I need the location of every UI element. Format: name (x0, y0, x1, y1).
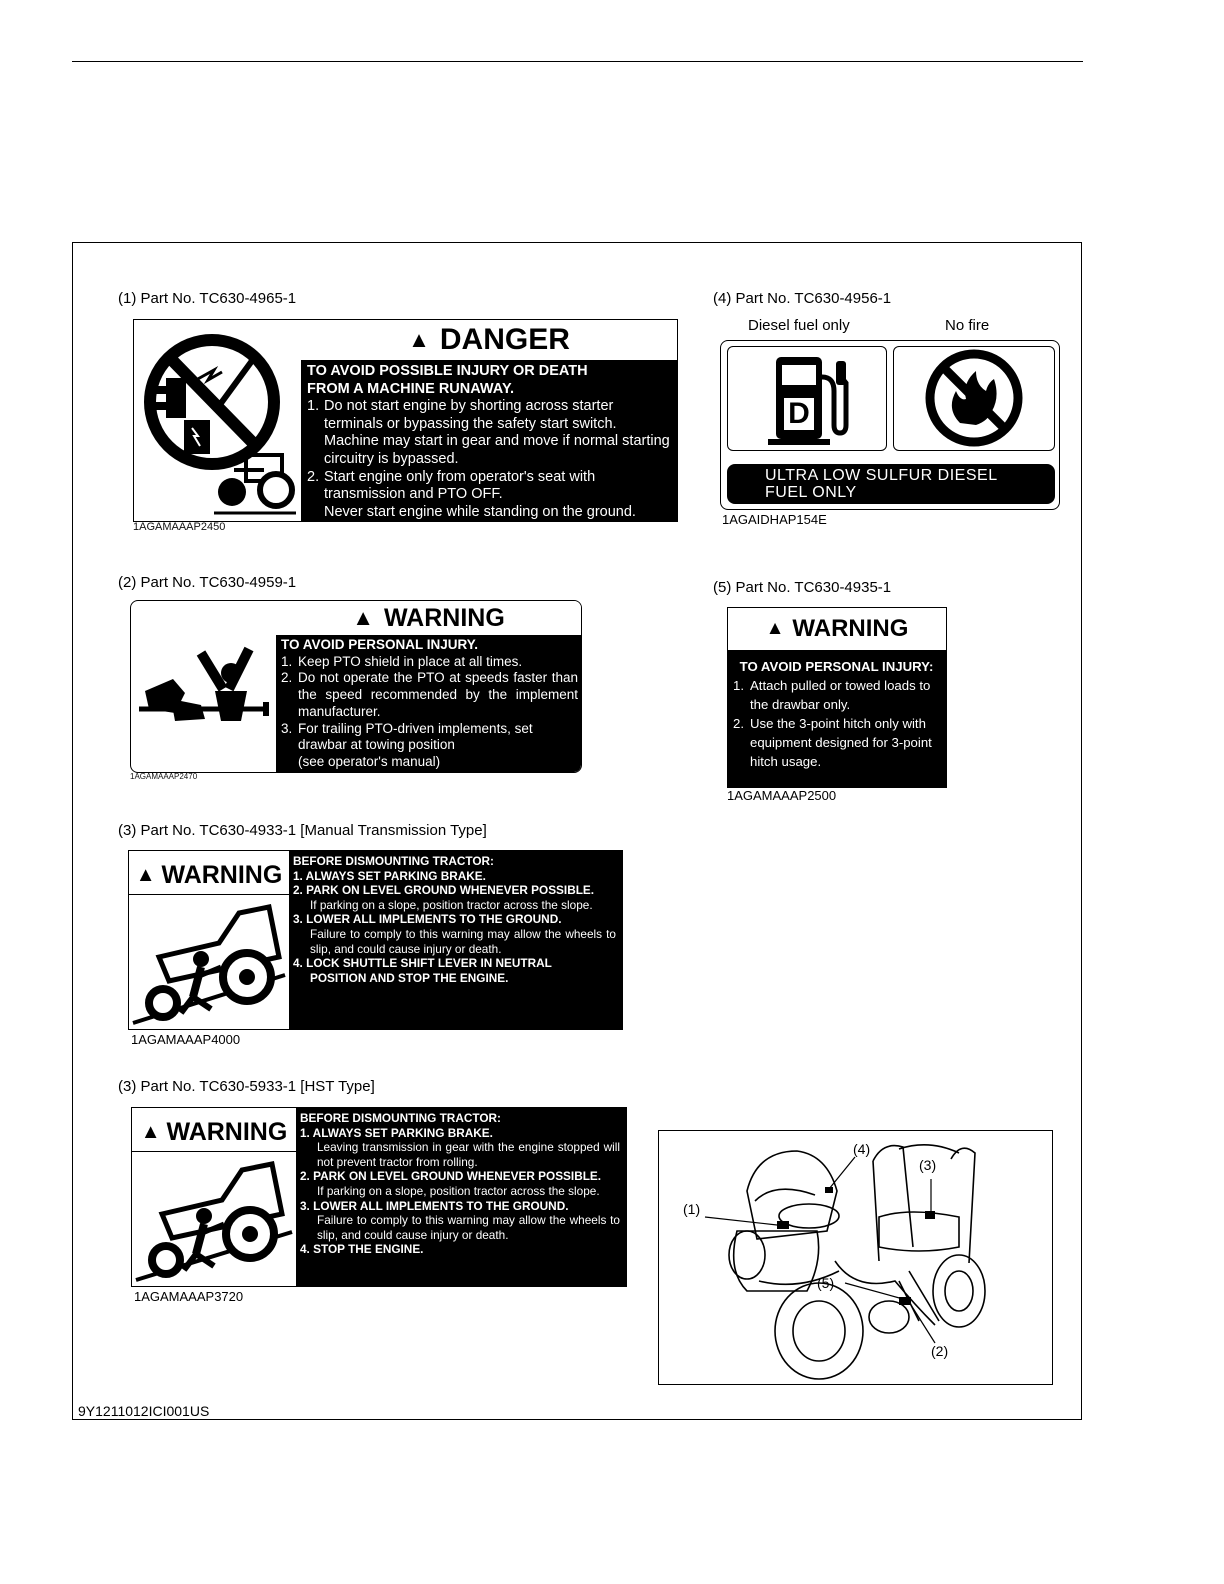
warning-lead: BEFORE DISMOUNTING TRACTOR: (293, 854, 494, 868)
warning-message (728, 650, 946, 787)
tractor-drawing (659, 1131, 1051, 1383)
pto-entanglement-icon (131, 601, 276, 772)
warning-item-4: 4. LOCK SHUTTLE SHIFT LEVER IN NEUTRAL (293, 956, 552, 971)
warning-triangle-icon: ▲ (765, 618, 785, 639)
warning-item-2: 2. PARK ON LEVEL GROUND WHENEVER POSSIBLE. (300, 1169, 602, 1184)
label-2-code: 1AGAMAAAP2470 (130, 772, 198, 781)
warning-item-2-detail: If parking on a slope, position tractor across the slope. (310, 897, 593, 912)
callout-2: (2) (931, 1343, 949, 1359)
warning-header (276, 601, 581, 635)
warning-item-4: 4. STOP THE ENGINE. (300, 1242, 424, 1257)
danger-lead-line-1: TO AVOID POSSIBLE INJURY OR DEATH (307, 363, 588, 379)
label-1-danger-decal (133, 319, 678, 522)
warning-header (132, 1114, 296, 1152)
label-1-code: 1AGAMAAAP2450 (133, 521, 226, 533)
label-1-caption: (1) Part No. TC630-4965-1 (118, 290, 297, 307)
label-5-code: 1AGAMAAAP2500 (727, 788, 837, 803)
warning-item-1: 1. Keep PTO shield in place at all times. (281, 653, 523, 669)
warning-message (289, 851, 622, 1029)
label-5-caption: (5) Part No. TC630-4935-1 (713, 579, 892, 596)
no-fire-panel (893, 346, 1055, 451)
callout-3: (3) (919, 1157, 937, 1173)
warning-item-1: 1. ALWAYS SET PARKING BRAKE. (293, 868, 486, 883)
fuel-bar-line-2: FUEL ONLY (765, 484, 857, 501)
label-3a-warning-decal (128, 850, 623, 1030)
label-3b-caption: (3) Part No. TC630-5933-1 [HST Type] (118, 1078, 375, 1095)
signal-word: WARNING (166, 1118, 288, 1146)
warning-triangle-icon: ▲ (135, 864, 156, 886)
danger-item-2-continued: Never start engine while standing on the ground. (324, 503, 636, 520)
fuel-bar-line-1: ULTRA LOW SULFUR DIESEL (765, 467, 998, 484)
no-starter-shorting-icon (134, 320, 301, 521)
warning-item-3: 3. LOWER ALL IMPLEMENTS TO THE GROUND. (300, 1198, 569, 1213)
warning-lead: TO AVOID PERSONAL INJURY: (739, 659, 934, 674)
label-location-diagram (658, 1130, 1053, 1385)
danger-message (301, 360, 677, 521)
warning-item-1: 1. Attach pulled or towed loads to the drawbar only. (733, 678, 931, 712)
danger-item-2: 2. Start engine only from operator's seat with transmission and PTO OFF. (307, 468, 596, 503)
warning-message (296, 1108, 626, 1286)
warning-item-3-detail: Failure to comply to this warning may allow the wheels to slip, and could cause injury or death. (317, 1213, 620, 1242)
no-fire-caption: No fire (945, 317, 990, 334)
signal-word: WARNING (792, 615, 909, 642)
warning-item-2: 2. PARK ON LEVEL GROUND WHENEVER POSSIBLE. (293, 883, 595, 898)
label-3b-code: 1AGAMAAAP3720 (134, 1289, 244, 1304)
warning-item-4-continued: POSITION AND STOP THE ENGINE. (310, 970, 509, 985)
signal-word: WARNING (161, 861, 283, 889)
warning-item-1: 1. ALWAYS SET PARKING BRAKE. (300, 1125, 493, 1140)
danger-lead-line-2: FROM A MACHINE RUNAWAY. (307, 380, 515, 397)
warning-header (129, 857, 289, 895)
callout-1: (1) (683, 1201, 701, 1217)
label-2-caption: (2) Part No. TC630-4959-1 (118, 574, 297, 591)
label-3a-caption: (3) Part No. TC630-4933-1 [Manual Transmission Type] (118, 822, 487, 839)
danger-header (301, 320, 677, 360)
signal-word: WARNING (383, 603, 505, 632)
callout-5: (5) (817, 1275, 835, 1291)
warning-item-3: 3. LOWER ALL IMPLEMENTS TO THE GROUND. (293, 912, 562, 927)
label-2-warning-decal (130, 600, 582, 773)
warning-item-3-detail: Failure to comply to this warning may allow the wheels to slip, and could cause injury or death. (310, 926, 616, 956)
no-open-flame-icon (894, 347, 1054, 450)
warning-item-3-continued: (see operator's manual) (298, 753, 441, 769)
header-rule (72, 61, 1083, 62)
warning-message (276, 635, 581, 772)
diesel-pump-panel (727, 346, 887, 451)
tractor-rollaway-icon (129, 897, 289, 1029)
warning-triangle-icon: ▲ (352, 605, 374, 630)
warning-item-3: 3. For trailing PTO-driven implements, set drawbar at towing position (281, 720, 533, 753)
warning-item-2-detail: If parking on a slope, position tractor across the slope. (317, 1183, 600, 1198)
label-4-code: 1AGAIDHAP154E (722, 512, 827, 527)
label-4-caption: (4) Part No. TC630-4956-1 (713, 290, 892, 307)
warning-lead: BEFORE DISMOUNTING TRACTOR: (300, 1111, 501, 1125)
pump-letter: D (788, 397, 810, 430)
warning-item-2: 2. Do not operate the PTO at speeds faster than the speed recommended by the implement manufacturer. (281, 670, 578, 719)
label-3a-code: 1AGAMAAAP4000 (131, 1032, 241, 1047)
diesel-fuel-only-caption: Diesel fuel only (748, 317, 850, 334)
ultra-low-sulfur-bar (727, 464, 1055, 504)
warning-item-2: 2. Use the 3-point hitch only with equipment designed for 3-point hitch usage. (733, 716, 932, 769)
warning-triangle-icon: ▲ (140, 1121, 161, 1143)
warning-header (728, 608, 946, 650)
tractor-rollaway-icon (132, 1154, 296, 1286)
document-id: 9Y1211012ICI001US (78, 1403, 210, 1419)
danger-triangle-icon: ▲ (408, 327, 430, 352)
callout-4: (4) (853, 1141, 871, 1157)
label-5-warning-decal (727, 607, 947, 788)
danger-item-1: 1. Do not start engine by shorting across starter terminals or bypassing the safety start switch. Machine may start in gear and move if normal starting circuitry is bypassed. (307, 398, 670, 467)
warning-lead: TO AVOID PERSONAL INJURY. (281, 637, 479, 652)
label-4-fuel-decal (720, 340, 1060, 510)
label-3b-warning-decal (131, 1107, 627, 1287)
warning-item-1-detail: Leaving transmission in gear with the engine stopped will not prevent tractor from rolling. (317, 1140, 620, 1169)
signal-word: DANGER (439, 323, 570, 356)
